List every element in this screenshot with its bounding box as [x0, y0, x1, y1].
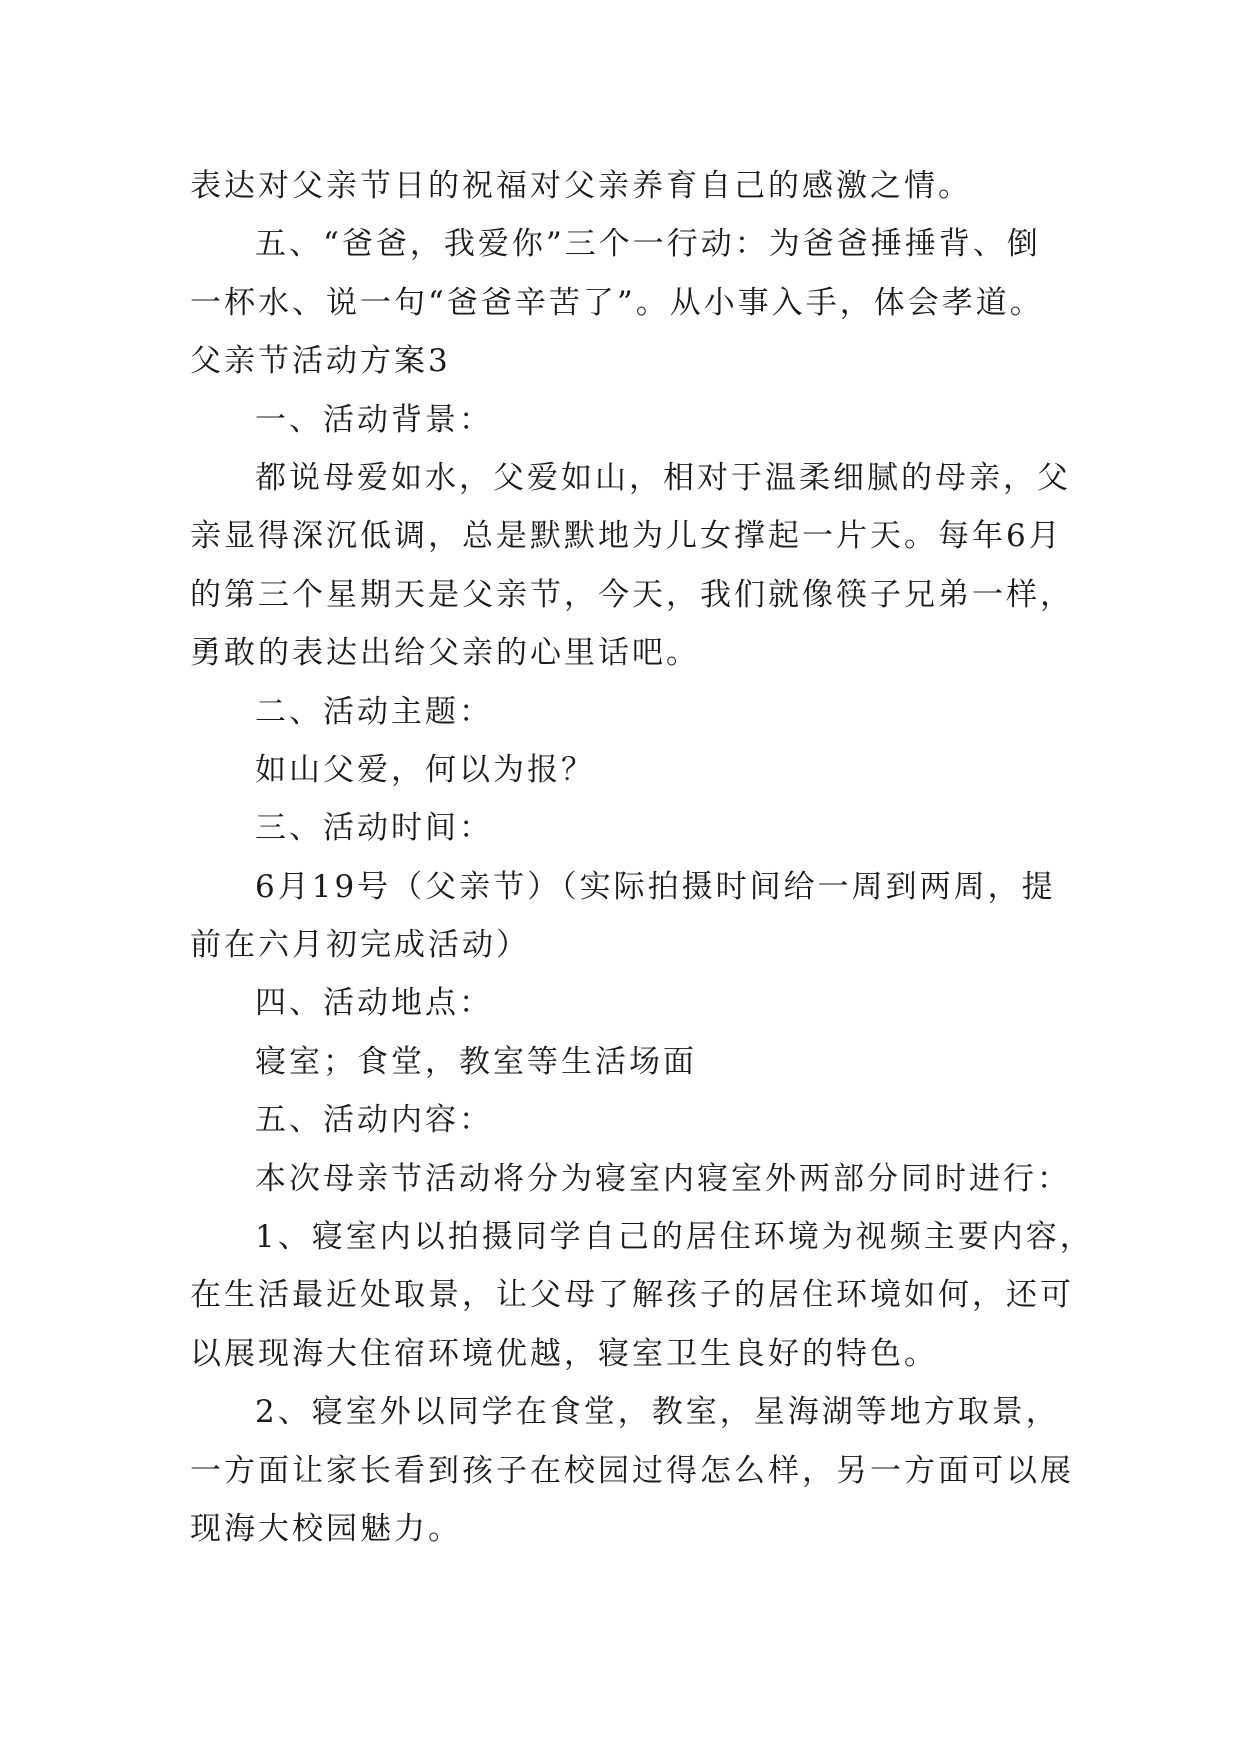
paragraph-line: 1、寝室内以拍摄同学自己的居住环境为视频主要内容，	[255, 1219, 1094, 1256]
document-body	[190, 157, 1094, 1558]
paragraph-line: 的第三个星期天是父亲节，今天，我们就像筷子兄弟一样，	[190, 576, 1074, 613]
paragraph-line: 在生活最近处取景，让父母了解孩子的居住环境如何，还可	[190, 1277, 1074, 1314]
paragraph-line: 都说母爱如水，父爱如山，相对于温柔细腻的母亲，父	[255, 459, 1071, 496]
paragraph-line: 亲显得深沉低调，总是默默地为儿女撑起一片天。每年6月	[190, 518, 1063, 555]
paragraph-line: 一方面让家长看到孩子在校园过得怎么样，另一方面可以展	[190, 1452, 1074, 1489]
section-heading: 父亲节活动方案3	[190, 343, 451, 380]
paragraph-line: 表达对父亲节日的祝福对父亲养育自己的感激之情。	[190, 168, 972, 204]
paragraph-line: 以展现海大住宿环境优越，寝室卫生良好的特色。	[190, 1335, 938, 1372]
paragraph-line: 6月19号（父亲节）（实际拍摄时间给一周到两周，提	[255, 868, 1056, 905]
paragraph-line: 如山父爱，何以为报？	[255, 751, 595, 788]
paragraph-line: 现海大校园魅力。	[190, 1510, 462, 1547]
paragraph-line: 五、“爸爸，我爱你”三个一行动：为爸爸捶捶背、倒	[255, 226, 1041, 263]
paragraph-line: 一杯水、说一句“爸爸辛苦了”。从小事入手，体会孝道。	[190, 284, 1044, 321]
subsection-heading: 五、活动内容：	[255, 1102, 493, 1139]
subsection-heading: 三、活动时间：	[255, 810, 493, 847]
paragraph-line: 前在六月初完成活动）	[190, 927, 530, 964]
paragraph-line: 本次母亲节活动将分为寝室内寝室外两部分同时进行：	[255, 1160, 1071, 1197]
paragraph-line: 勇敢的表达出给父亲的心里话吧。	[190, 635, 700, 672]
subsection-heading: 一、活动背景：	[255, 401, 493, 438]
paragraph-line: 2、寝室外以同学在食堂，教室，星海湖等地方取景，	[255, 1394, 1060, 1431]
subsection-heading: 二、活动主题：	[255, 693, 493, 730]
paragraph-line: 寝室；食堂，教室等生活场面	[255, 1043, 697, 1080]
subsection-heading: 四、活动地点：	[255, 985, 493, 1022]
